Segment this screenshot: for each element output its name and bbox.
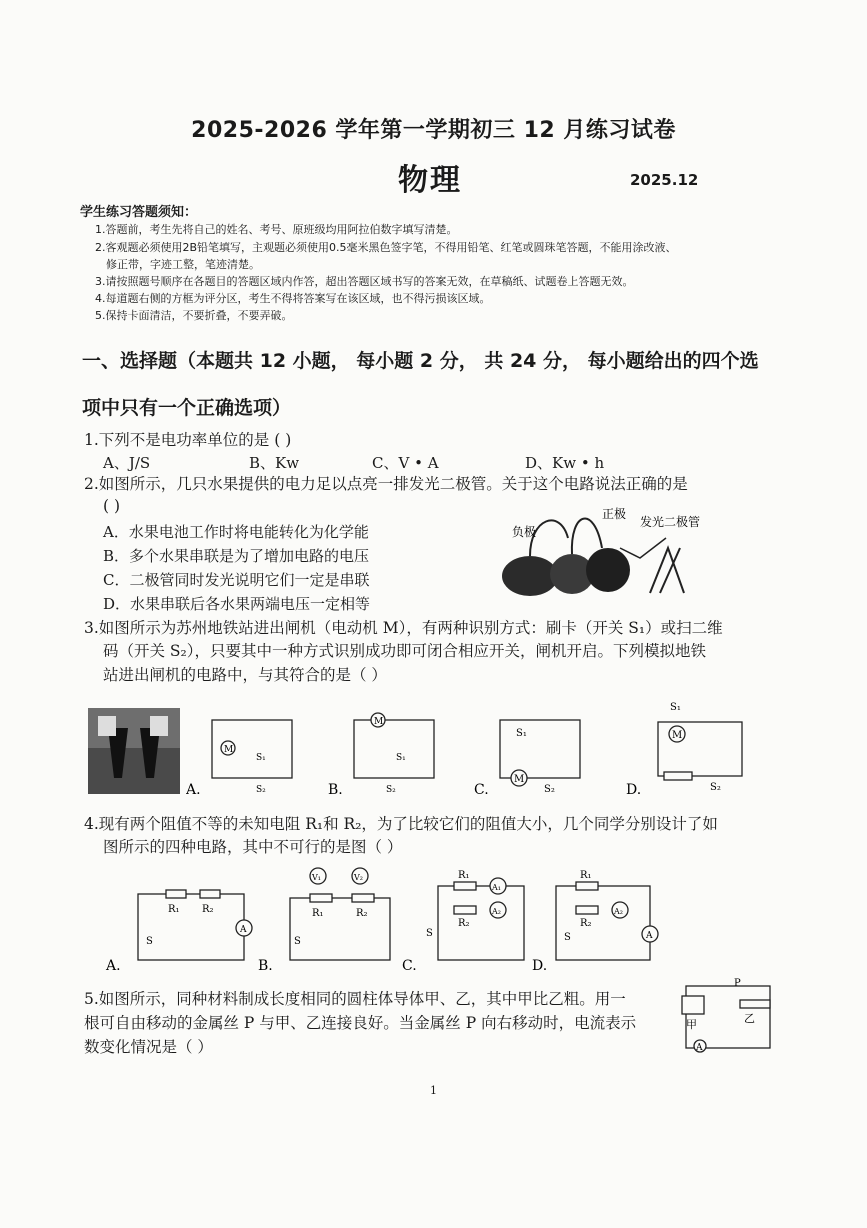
q5-line2: 根可自由移动的金属丝 P 与甲、乙连接良好。当金属丝 P 向右移动时，电流表示	[84, 1014, 637, 1032]
q5-conductor-figure	[678, 972, 778, 1058]
q2-option-a: A．水果电池工作时将电能转化为化学能	[103, 523, 369, 541]
q4-label-d: D.	[532, 958, 548, 974]
q1-option-d: D、Kw • h	[525, 454, 605, 472]
label-negative: 负极	[512, 525, 537, 539]
switch-s-label: S	[426, 928, 433, 939]
q5-line1: 5.如图所示，同种材料制成长度相同的圆柱体导体甲、乙，其中甲比乙粗。用一	[84, 990, 626, 1008]
q1-stem: 1.下列不是电功率单位的是 ( )	[84, 431, 292, 449]
q3-label-a: A.	[186, 782, 201, 798]
switch-s2-label: S₂	[710, 782, 721, 793]
conductor-yi-label: 乙	[744, 1012, 755, 1025]
q1-option-b: B、Kw	[249, 454, 300, 472]
r1-label: R₁	[312, 908, 324, 919]
subject-title: 物理	[398, 163, 462, 198]
switch-s1-label: S₁	[516, 728, 527, 739]
r2-label: R₂	[458, 918, 470, 929]
notice-item: 3.请按照题号顺序在各题目的答题区域内作答，超出答题区域书写的答案无效，在草稿纸、试题卷上答题无效。	[95, 275, 634, 288]
r2-label: R₂	[356, 908, 368, 919]
q4-label-a: A.	[106, 958, 121, 974]
q4-line2: 图所示的四种电路，其中不可行的是图（ ）	[103, 838, 403, 856]
motor-symbol: M	[672, 730, 683, 741]
voltmeter-v1-label: V₁	[312, 873, 321, 882]
q3-label-d: D.	[626, 782, 642, 798]
switch-s2-label: S₂	[544, 784, 555, 795]
page-number: 1	[430, 1084, 437, 1097]
switch-s1-label: S₁	[670, 702, 681, 713]
motor-symbol: M	[374, 717, 384, 727]
q4-line1: 4.现有两个阻值不等的未知电阻 R₁和 R₂，为了比较它们的阻值大小，几个同学分别设计了如	[84, 815, 718, 833]
exam-title: 2025-2026 学年第一学期初三 12 月练习试卷	[191, 118, 676, 143]
r1-label: R₁	[458, 870, 470, 881]
notice-item: 5.保持卡面清洁，不要折叠，不要弄破。	[95, 309, 293, 322]
switch-s2-label: S₂	[256, 785, 266, 795]
label-positive: 正极	[602, 507, 627, 521]
exam-date: 2025.12	[630, 171, 699, 189]
q3-line1: 3.如图所示为苏州地铁站进出闸机（电动机 M），有两种识别方式：刷卡（开关 S₁）或扫二维	[84, 619, 723, 637]
q2-paren: ( )	[103, 497, 121, 515]
q1-option-a: A、J/S	[103, 454, 151, 472]
switch-s1-label: S₁	[396, 753, 406, 763]
section-heading-line1: 一、选择题（本题共 12 小题， 每小题 2 分， 共 24 分， 每小题给出的四个选	[82, 350, 759, 372]
switch-s-label: S	[146, 936, 153, 947]
q1-option-c: C、V • A	[372, 454, 439, 472]
q5-line3: 数变化情况是（ ）	[84, 1038, 213, 1056]
voltmeter-v2-label: V₂	[354, 873, 363, 882]
q4-label-c: C.	[402, 958, 417, 974]
ammeter-a2-label: A₂	[492, 907, 501, 916]
r1-label: R₁	[580, 870, 592, 881]
ammeter-a1-label: A₁	[492, 883, 501, 892]
q3-line2: 码（开关 S₂），只要其中一种方式识别成功即可闭合相应开关，闸机开启。下列模拟地铁	[103, 642, 707, 660]
q2-option-b: B．多个水果串联是为了增加电路的电压	[103, 547, 370, 565]
switch-s-label: S	[294, 936, 301, 947]
wire-p-label: P	[734, 978, 741, 989]
notice-item: 2.客观题必须使用2B铅笔填写，主观题必须使用0.5毫米黑色签字笔，不得用铅笔、红笔或圆珠笔答题，不能用涂改液、	[95, 241, 677, 254]
subway-gate-photo	[88, 708, 180, 794]
conductor-jia-label: 甲	[686, 1018, 697, 1031]
switch-s2-label: S₂	[386, 785, 396, 795]
ammeter-label: A	[240, 925, 247, 935]
motor-symbol: M	[224, 745, 234, 755]
q2-option-d: D．水果串联后各水果两端电压一定相等	[103, 595, 371, 613]
q3-circuits	[186, 690, 766, 802]
q2-option-c: C．二极管同时发光说明它们一定是串联	[103, 571, 370, 589]
ammeter-a2-label: A₂	[614, 907, 623, 916]
q3-label-b: B.	[328, 782, 343, 798]
switch-s-label: S	[564, 932, 571, 943]
r2-label: R₂	[202, 904, 214, 915]
r2-label: R₂	[580, 918, 592, 929]
motor-symbol: M	[514, 774, 525, 785]
notice-item: 修正带，字迹工整，笔迹清楚。	[106, 258, 260, 271]
q3-line3: 站进出闸机的电路中，与其符合的是（ ）	[103, 666, 387, 684]
q2-stem: 2.如图所示，几只水果提供的电力足以点亮一排发光二极管。关于这个电路说法正确的是	[84, 475, 688, 493]
notice-item: 4.每道题右侧的方框为评分区，考生不得将答案写在该区域，也不得污损该区域。	[95, 292, 491, 305]
label-led: 发光二极管	[640, 515, 701, 529]
q3-label-c: C.	[474, 782, 489, 798]
q4-label-b: B.	[258, 958, 273, 974]
r1-label: R₁	[168, 904, 180, 915]
switch-s1-label: S₁	[256, 753, 266, 763]
ammeter-label: A	[646, 931, 653, 941]
section-heading-line2: 项中只有一个正确选项）	[82, 397, 292, 419]
notice-heading: 学生练习答题须知：	[80, 205, 198, 220]
notice-item: 1.答题前，考生先将自己的姓名、考号、原班级均用阿拉伯数字填写清楚。	[95, 223, 458, 236]
fruit-battery-figure	[490, 498, 710, 598]
ammeter-label: A	[696, 1043, 703, 1053]
q4-circuits	[104, 864, 664, 976]
